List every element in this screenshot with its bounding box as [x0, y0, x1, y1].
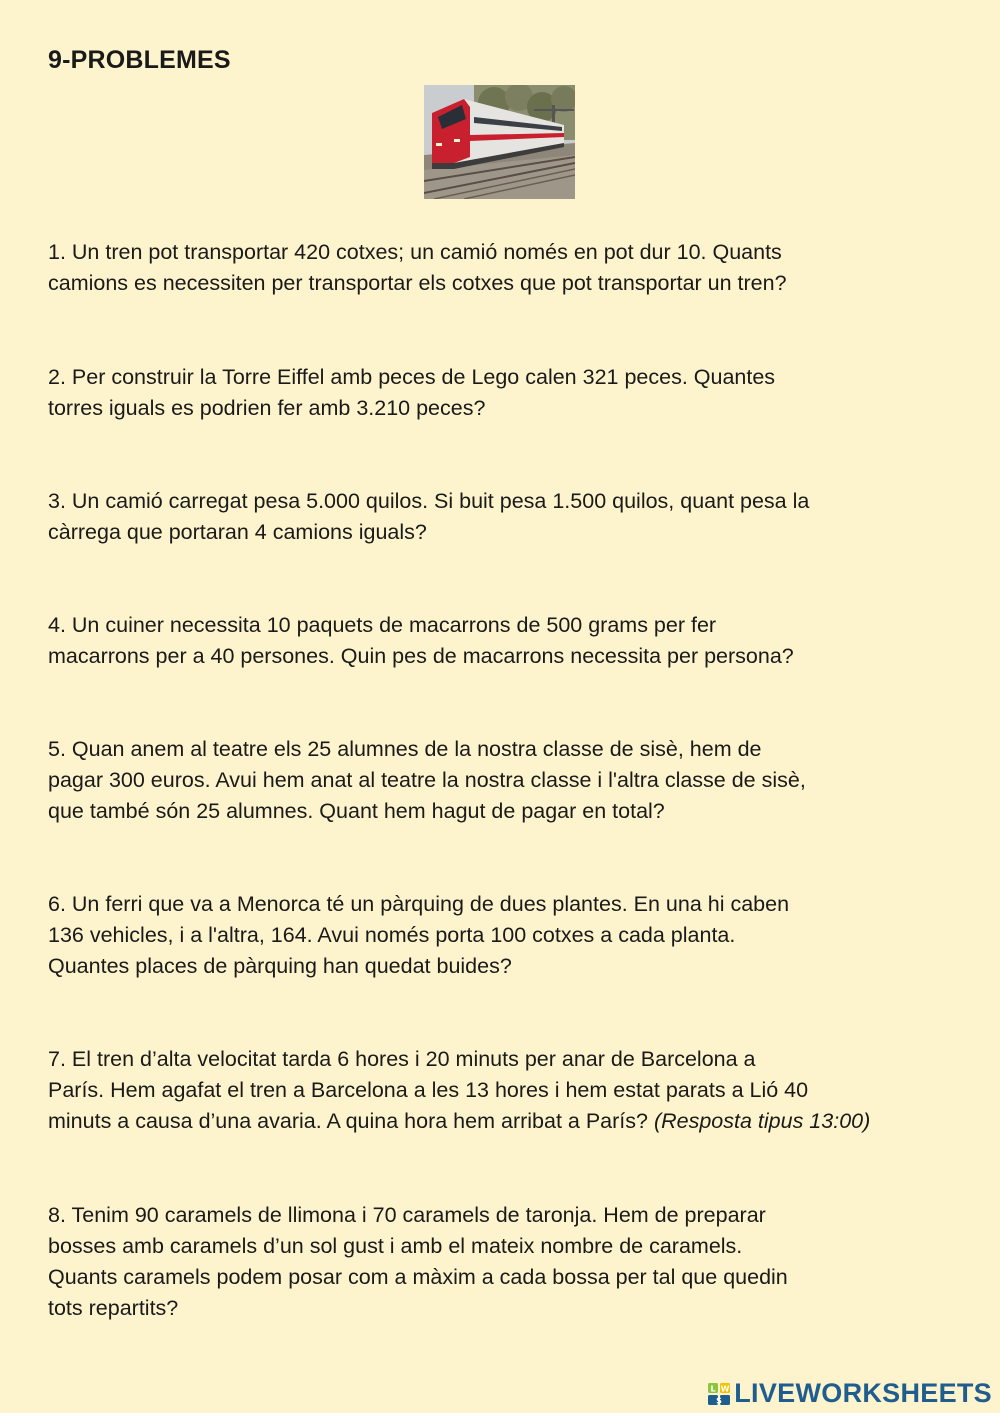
problem-4	[48, 610, 968, 672]
problem-line: 136 vehicles, i a l'altra, 164. Avui només porta 100 cotxes a cada planta.	[48, 923, 736, 947]
problem-8	[48, 1200, 968, 1324]
problem-line-text: minuts a causa d’una avaria. A quina hora hem arribat a París?	[48, 1109, 648, 1133]
problem-5	[48, 734, 968, 827]
problem-line: 3. Un camió carregat pesa 5.000 quilos. Si buit pesa 1.500 quilos, quant pesa la	[48, 489, 810, 513]
problem-line: tots repartits?	[48, 1296, 179, 1320]
liveworksheets-wordmark: LIVEWORKSHEETS	[734, 1378, 992, 1408]
svg-text:W: W	[720, 1383, 730, 1393]
problem-line: Quants caramels podem posar com a màxim a cada bossa per tal que quedin	[48, 1265, 788, 1289]
problem-2	[48, 362, 968, 424]
svg-text:L: L	[710, 1383, 716, 1393]
problem-line: 1. Un tren pot transportar 420 cotxes; un camió només en pot dur 10. Quants	[48, 240, 782, 264]
problem-line: Quantes places de pàrquing han quedat buides?	[48, 954, 512, 978]
problem-line: 2. Per construir la Torre Eiffel amb peces de Lego calen 321 peces. Quantes	[48, 365, 776, 389]
problem-line: camions es necessiten per transportar els cotxes que pot transportar un tren?	[48, 271, 787, 295]
problem-6	[48, 889, 968, 982]
problem-3	[48, 486, 968, 548]
problem-line: 4. Un cuiner necessita 10 paquets de macarrons de 500 grams per fer	[48, 613, 717, 637]
problem-line: 6. Un ferri que va a Menorca té un pàrquing de dues plantes. En una hi caben	[48, 892, 790, 916]
page-title: 9-PROBLEMES	[48, 46, 231, 74]
problem-line: macarrons per a 40 persones. Quin pes de macarrons necessita per persona?	[48, 644, 794, 668]
problem-line: bosses amb caramels d’un sol gust i amb el mateix nombre de caramels.	[48, 1234, 743, 1258]
problem-line: que també són 25 alumnes. Quant hem hagut de pagar en total?	[48, 799, 665, 823]
train-photo	[424, 85, 575, 199]
problem-line: 8. Tenim 90 caramels de llimona i 70 caramels de taronja. Hem de preparar	[48, 1203, 766, 1227]
problem-1	[48, 237, 968, 299]
problem-line: torres iguals es podrien fer amb 3.210 peces?	[48, 396, 486, 420]
answer-format-hint: (Resposta tipus 13:00)	[653, 1109, 871, 1133]
problem-line: càrrega que portaran 4 camions iguals?	[48, 520, 427, 544]
problem-line: 7. El tren d’alta velocitat tarda 6 hores i 20 minuts per anar de Barcelona a	[48, 1047, 756, 1071]
problem-line: París. Hem agafat el tren a Barcelona a les 13 hores i hem estat parats a Lió 40	[48, 1078, 809, 1102]
problem-line	[48, 1106, 968, 1137]
liveworksheets-brand[interactable]	[708, 1378, 992, 1409]
problem-7	[48, 1044, 968, 1137]
liveworksheets-logo-icon	[708, 1383, 730, 1405]
svg-text:S: S	[716, 1395, 723, 1405]
problem-line: 5. Quan anem al teatre els 25 alumnes de la nostra classe de sisè, hem de	[48, 737, 762, 761]
problem-line: pagar 300 euros. Avui hem anat al teatre la nostra classe i l'altra classe de sisè,	[48, 768, 806, 792]
